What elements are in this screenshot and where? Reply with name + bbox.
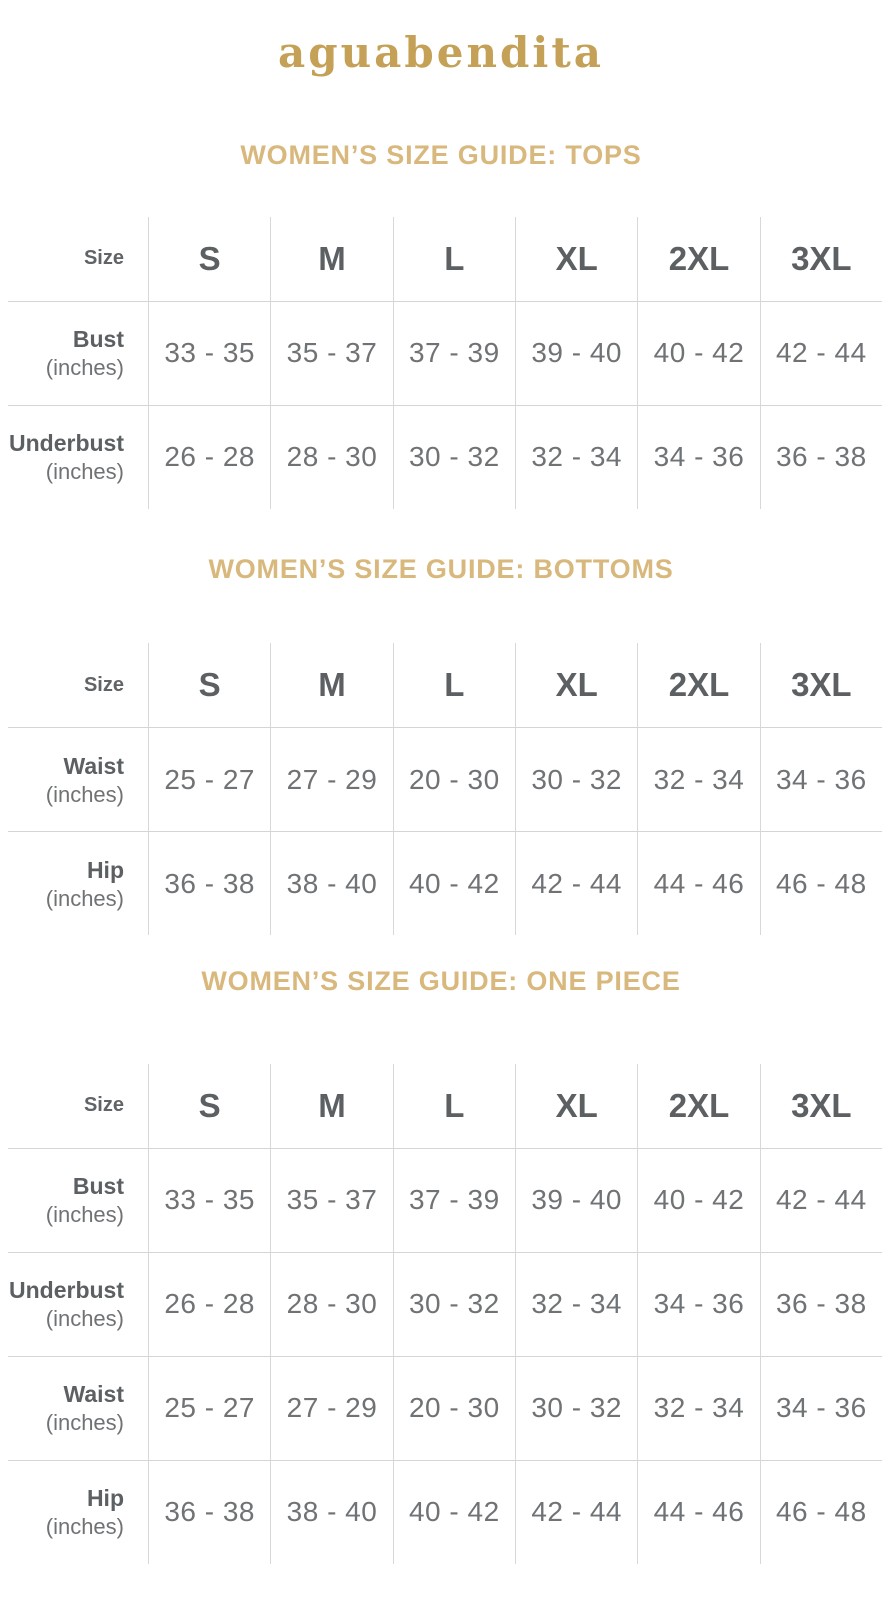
size-value: 30 - 32 <box>393 406 515 509</box>
size-value: 28 - 30 <box>270 406 392 509</box>
column-header-xl: XL <box>515 643 637 727</box>
table-row-hip <box>8 831 882 935</box>
size-table-one-piece <box>8 1064 882 1564</box>
size-value: 42 - 44 <box>515 1461 637 1564</box>
size-value: 33 - 35 <box>148 302 270 405</box>
size-value: 20 - 30 <box>393 728 515 831</box>
measure-label: Bust <box>72 326 124 353</box>
row-label-cell <box>8 1253 148 1356</box>
measure-unit: (inches) <box>45 1513 124 1539</box>
table-row-bust <box>8 301 882 405</box>
size-value: 36 - 38 <box>148 832 270 935</box>
size-value: 30 - 32 <box>393 1253 515 1356</box>
corner-label: Size <box>83 673 124 696</box>
column-header-l: L <box>393 217 515 301</box>
size-value: 36 - 38 <box>760 406 882 509</box>
table-header-row <box>8 217 882 301</box>
column-header-2xl: 2XL <box>637 217 759 301</box>
size-value: 38 - 40 <box>270 1461 392 1564</box>
size-value: 40 - 42 <box>637 302 759 405</box>
size-value: 32 - 34 <box>637 1357 759 1460</box>
size-value: 32 - 34 <box>515 406 637 509</box>
size-value: 40 - 42 <box>637 1149 759 1252</box>
column-header-m: M <box>270 1064 392 1148</box>
size-value: 26 - 28 <box>148 406 270 509</box>
size-value: 38 - 40 <box>270 832 392 935</box>
size-value: 32 - 34 <box>637 728 759 831</box>
size-value: 46 - 48 <box>760 832 882 935</box>
column-header-3xl: 3XL <box>760 643 882 727</box>
column-header-2xl: 2XL <box>637 1064 759 1148</box>
measure-unit: (inches) <box>45 459 124 485</box>
column-header-s: S <box>148 643 270 727</box>
size-value: 28 - 30 <box>270 1253 392 1356</box>
column-header-2xl: 2XL <box>637 643 759 727</box>
size-value: 25 - 27 <box>148 1357 270 1460</box>
size-value: 40 - 42 <box>393 832 515 935</box>
column-header-s: S <box>148 1064 270 1148</box>
measure-label: Hip <box>86 856 124 883</box>
size-value: 44 - 46 <box>637 832 759 935</box>
column-header-m: M <box>270 217 392 301</box>
size-value: 39 - 40 <box>515 1149 637 1252</box>
size-value: 32 - 34 <box>515 1253 637 1356</box>
size-value: 30 - 32 <box>515 1357 637 1460</box>
size-value: 36 - 38 <box>148 1461 270 1564</box>
measure-label: Underbust <box>9 430 124 457</box>
column-header-xl: XL <box>515 1064 637 1148</box>
table-header-row <box>8 643 882 727</box>
size-table-bottoms <box>8 643 882 935</box>
column-header-3xl: 3XL <box>760 1064 882 1148</box>
measure-unit: (inches) <box>45 1201 124 1227</box>
size-value: 26 - 28 <box>148 1253 270 1356</box>
size-value: 34 - 36 <box>637 1253 759 1356</box>
column-header-3xl: 3XL <box>760 217 882 301</box>
row-label-cell <box>8 1461 148 1564</box>
measure-label: Waist <box>63 1381 124 1408</box>
table-row-hip <box>8 1460 882 1564</box>
size-value: 37 - 39 <box>393 302 515 405</box>
size-value: 37 - 39 <box>393 1149 515 1252</box>
section-heading-bottoms: WOMEN’S SIZE GUIDE: BOTTOMS <box>208 553 674 584</box>
column-header-l: L <box>393 1064 515 1148</box>
measure-unit: (inches) <box>45 781 124 807</box>
measure-label: Bust <box>72 1173 124 1200</box>
measure-label: Hip <box>86 1485 124 1512</box>
size-value: 46 - 48 <box>760 1461 882 1564</box>
measure-label: Underbust <box>9 1277 124 1304</box>
corner-label: Size <box>83 247 124 270</box>
corner-label: Size <box>83 1094 124 1117</box>
size-value: 25 - 27 <box>148 728 270 831</box>
size-value: 34 - 36 <box>760 728 882 831</box>
size-value: 36 - 38 <box>760 1253 882 1356</box>
table-row-waist <box>8 727 882 831</box>
column-header-xl: XL <box>515 217 637 301</box>
size-value: 42 - 44 <box>515 832 637 935</box>
row-label-cell <box>8 832 148 935</box>
size-table-tops <box>8 217 882 509</box>
row-label-cell <box>8 1149 148 1252</box>
row-label-cell <box>8 728 148 831</box>
size-value: 42 - 44 <box>760 302 882 405</box>
measure-unit: (inches) <box>45 1305 124 1331</box>
measure-unit: (inches) <box>45 355 124 381</box>
column-header-s: S <box>148 217 270 301</box>
table-row-underbust <box>8 1252 882 1356</box>
size-value: 30 - 32 <box>515 728 637 831</box>
size-value: 20 - 30 <box>393 1357 515 1460</box>
size-value: 27 - 29 <box>270 728 392 831</box>
measure-unit: (inches) <box>45 1409 124 1435</box>
table-header-row <box>8 1064 882 1148</box>
brand-logo: aguabendita <box>278 28 604 77</box>
size-value: 40 - 42 <box>393 1461 515 1564</box>
table-row-bust <box>8 1148 882 1252</box>
section-heading-tops: WOMEN’S SIZE GUIDE: TOPS <box>240 139 642 170</box>
table-row-waist <box>8 1356 882 1460</box>
section-heading-one-piece: WOMEN’S SIZE GUIDE: ONE PIECE <box>201 966 681 997</box>
column-header-m: M <box>270 643 392 727</box>
row-label-cell <box>8 302 148 405</box>
size-value: 34 - 36 <box>760 1357 882 1460</box>
size-value: 33 - 35 <box>148 1149 270 1252</box>
size-value: 42 - 44 <box>760 1149 882 1252</box>
size-value: 35 - 37 <box>270 302 392 405</box>
column-header-l: L <box>393 643 515 727</box>
measure-unit: (inches) <box>45 885 124 911</box>
size-value: 27 - 29 <box>270 1357 392 1460</box>
size-value: 44 - 46 <box>637 1461 759 1564</box>
measure-label: Waist <box>63 752 124 779</box>
size-value: 39 - 40 <box>515 302 637 405</box>
size-value: 34 - 36 <box>637 406 759 509</box>
table-row-underbust <box>8 405 882 509</box>
row-label-cell <box>8 1357 148 1460</box>
size-value: 35 - 37 <box>270 1149 392 1252</box>
row-label-cell <box>8 406 148 509</box>
